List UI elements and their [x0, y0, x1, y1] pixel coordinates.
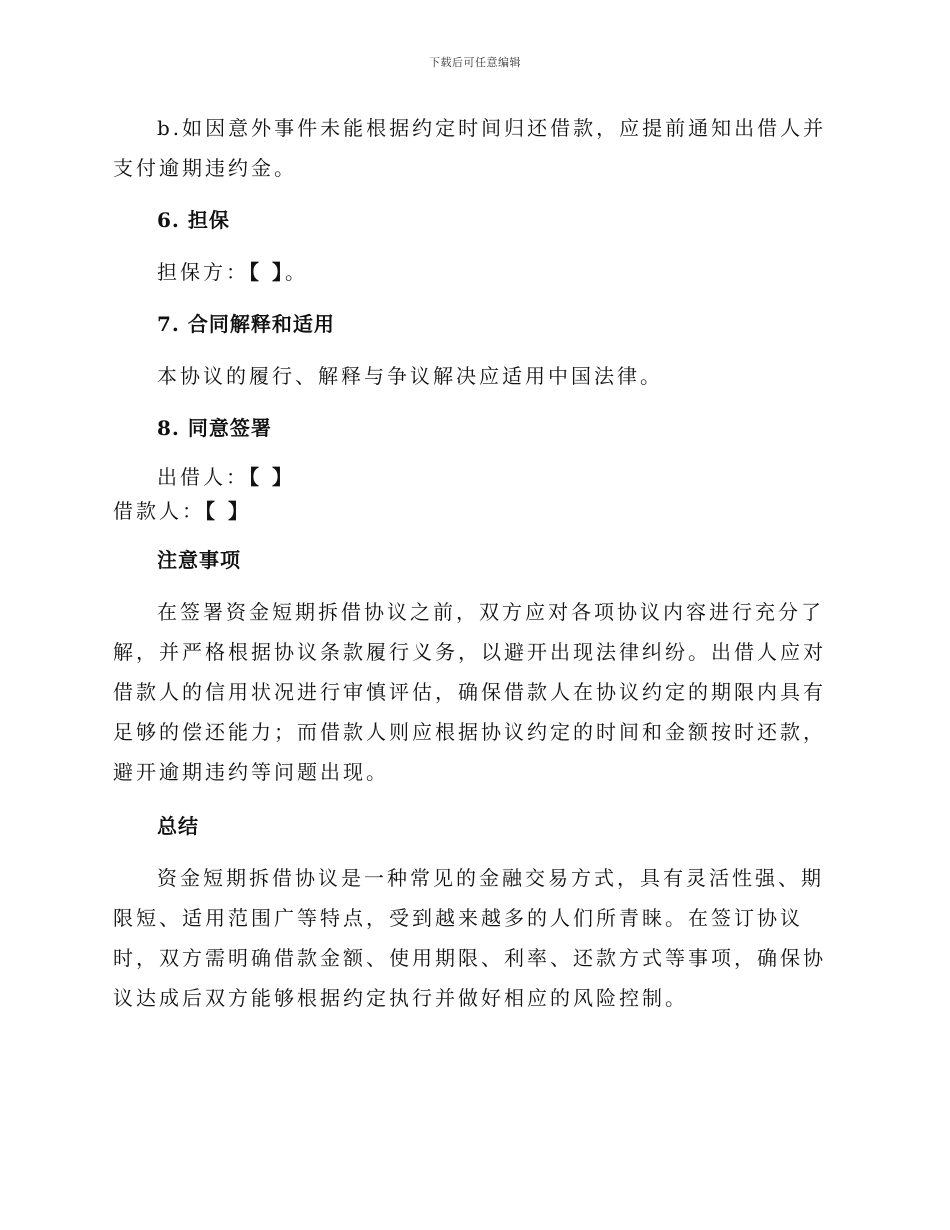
lender-label: 出借人：: [157, 465, 249, 489]
paragraph-b: b.如因意外事件未能根据约定时间归还借款，应提前通知出借人并支付逾期违约金。: [113, 116, 827, 180]
guarantor-blank: 【 】: [249, 260, 285, 284]
guarantor-line: [113, 252, 833, 292]
borrower-label: 借款人：: [113, 499, 205, 523]
guarantor-end: 。: [284, 260, 308, 284]
borrower-blank: 【 】: [205, 499, 251, 523]
lender-line: [113, 460, 833, 494]
section-7-body: 本协议的履行、解释与争议解决应适用中国法律。: [157, 364, 663, 388]
page-header: 下载后可任意编辑: [429, 56, 521, 69]
notes-body: 在签署资金短期拆借协议之前，双方应对各项协议内容进行充分了解，并严格根据协议条款履行义务，以避开出现法律纠纷。出借人应对借款人的信用状况进行审慎评估，确保借款人在协议约定的期限内具有足够的偿还能力；而借款人则应根据协议约定的时间和金额按时还款，避开逾期违约等问题出现。: [113, 600, 826, 784]
summary-title: 总结: [157, 814, 199, 838]
guarantor-label: 担保方：: [157, 260, 249, 284]
summary-body: 资金短期拆借协议是一种常见的金融交易方式，具有灵活性强、期限短、适用范围广等特点，受到越来越多的人们所青睐。在签订协议时，双方需明确借款金额、使用期限、利率、还款方式等事项，确保协议达成后双方能够根据约定执行并做好相应的风险控制。: [113, 866, 826, 1010]
lender-blank: 【 】: [249, 465, 295, 489]
notes-title: 注意事项: [157, 548, 241, 572]
borrower-line: [113, 494, 833, 528]
section-7-title: 7. 合同解释和适用: [157, 312, 335, 336]
document-body: [113, 108, 833, 1018]
section-8-title: 8. 同意签署: [157, 416, 272, 440]
section-6-title: 6. 担保: [157, 208, 230, 232]
